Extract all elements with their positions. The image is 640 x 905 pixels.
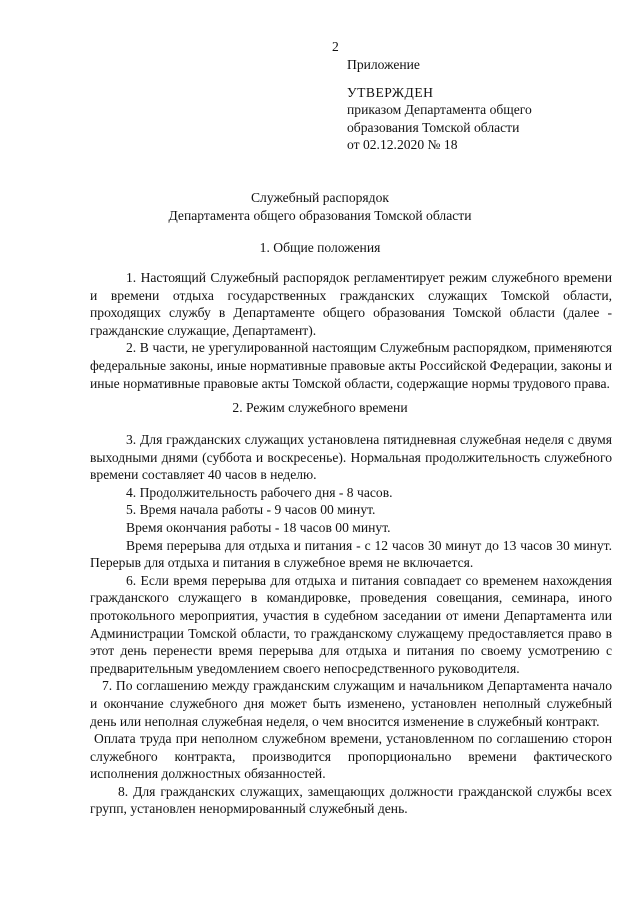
approval-line-1: приказом Департамента общего xyxy=(347,102,532,118)
page-number: 2 xyxy=(332,39,339,54)
paragraph: 6. Если время перерыва для отдыха и питания совпадает со временем нахождения гражданского служащего в командировке, проведения совещания, семинара, иного протокольного мероприятия, участия в судебном заседании от имени Департамента или Администрации Томской области, то гражданскому служащему предоставляется право в этот день перенести время перерыва для отдыха и питания по своему усмотрению с предварительным уведомлением своего непосредственного руководителя. xyxy=(90,572,612,676)
paragraph: Время перерыва для отдыха и питания - с 12 часов 30 минут до 13 часов 30 минут. Перерыв для отдыха и питания в служебное время не включается. xyxy=(90,537,612,571)
paragraph: 3. Для гражданских служащих установлена пятидневная служебная неделя с двумя выходными днями (суббота и воскресенье). Нормальная продолжительность служебного времени составляет 40 часов в неделю. xyxy=(90,432,612,483)
paragraph: 4. Продолжительность рабочего дня - 8 часов. xyxy=(126,484,393,500)
paragraph: 7. По соглашению между гражданским служащим и начальником Департамента начало и окончание служебного дня может быть изменено, установлен неполный служебный день или неполная служебная неделя, о чем вносится изменение в служебный контракт. xyxy=(90,678,612,729)
appendix-label: Приложение xyxy=(347,57,420,72)
approved-label: УТВЕРЖДЕН xyxy=(347,84,434,100)
document-title-line-1: Служебный распорядок xyxy=(250,190,389,205)
paragraph: 8. Для гражданских служащих, замещающих должности гражданской службы всех групп, установлен ненормированный служебный день. xyxy=(90,783,612,817)
approval-block xyxy=(347,56,597,154)
approval-date-number: от 02.12.2020 № 18 xyxy=(347,137,458,153)
section-2-body xyxy=(90,431,612,818)
document-title-line-2: Департамента общего образования Томской области xyxy=(168,208,472,223)
paragraph: 5. Время начала работы - 9 часов 00 минут. xyxy=(126,502,376,518)
approval-line-2: образования Томской области xyxy=(347,119,520,135)
paragraph: 2. В части, не урегулированной настоящим Служебным распорядком, применяются федеральные законы, иные нормативные правовые акты Российской Федерации, законы и иные нормативные правовые акты Томской области, содержащие нормы трудового права. xyxy=(90,340,612,391)
paragraph: Оплата труда при неполном служебном времени, установленном по соглашению сторон служебного контракта, производится пропорционально времени фактического исполнения должностных обязанностей. xyxy=(90,731,612,782)
section-1-body xyxy=(90,269,612,392)
paragraph: 1. Настоящий Служебный распорядок регламентирует режим служебного времени и времени отдыха государственных гражданских служащих Томской области, проходящих службу в Департаменте общего образования Томской области (далее - гражданские служащие, Департамент). xyxy=(90,270,612,338)
section-1-heading: 1. Общие положения xyxy=(259,240,381,255)
section-2-heading: 2. Режим служебного времени xyxy=(232,400,408,415)
paragraph: Время окончания работы - 18 часов 00 минут. xyxy=(126,519,391,535)
